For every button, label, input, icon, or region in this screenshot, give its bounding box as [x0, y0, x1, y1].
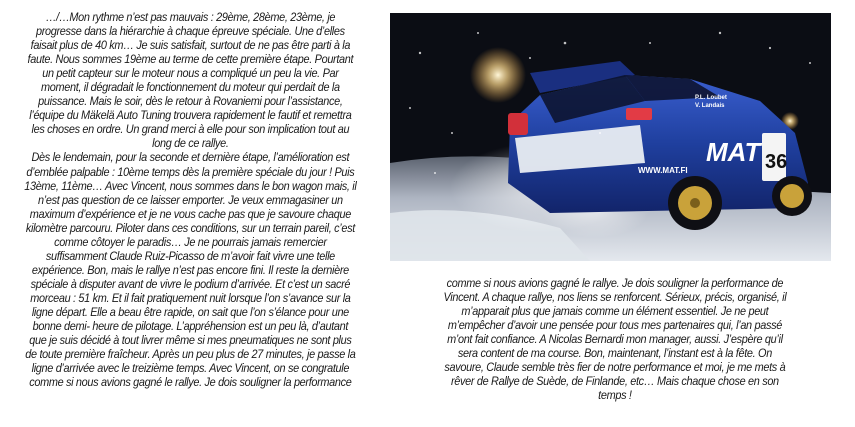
article-paragraph: Dès le lendemain, pour la seconde et dernière étape, l’amélioration est d’emblée palpable : 10ème temps dès la première spéciale du jour ! Puis 13ème, 11ème… Avec Vincent, nous sommes dans le bon wagon mais, il n’est pas question de ce laisser emporter. Je veux emmagasiner un maximum d’expérience et je ne vous cache pas que je savoure chaque kilomètre parcouru. Piloter dans ces conditions, sur un terrain pareil, c’est comme côtoyer le paradis… Je ne pourrais jamais remercier suffisamment Claude Ruiz-Picasso de m’avoir fait vivre une telle expérience. Bon, mais le rallye n’est pas encore fini. Il reste la dernière spéciale à disputer avant de vivre le podium d’arrivée. Et c’est un sacré morceau : 51 km. Et il fait pratiquement nuit lorsque l’on s’avance sur la ligne départ. Elle a beau être rapide, on sait que l’on s’élance pour une bonne demi- heure de pilotage. L’appréhension est un peu là, d’autant que je suis décidé à tout livrer même si mes pneumatiques ne sont plus de toute première fraîcheur. Après un peu plus de 27 minutes, je passe la ligne d’arrivée avec le treizième temps. Avec Vincent, on se congratule comme si nous avions gagné le rallye. Je dois souligner la performance — [24, 151, 357, 390]
article-left-column — [24, 11, 357, 390]
article-paragraph: comme si nous avions gagné le rallye. Je dois souligner la performance de Vincent. A chaque rallye, nos liens se renforcent. Sérieux, précis, organisé, il m’apparait plus que jamais comme un élément essentiel. Je ne peut m’empêcher d’avoir une pensée pour tous mes partenaires qui, l’an passé m’ont fait confiance. A Nicolas Bernardi mon manager, aussi. J’espère qu’il sera content de ma course. Bon, maintenant, l’instant est à la fête. On savoure, Claude semble très fier de notre performance et moi, je me mets à rêver de Rallye de Suède, de Finlande, etc… Mais chaque chose en son temps ! — [443, 277, 787, 403]
crew-name: V. Landais — [695, 103, 725, 109]
article-right-column — [441, 277, 789, 403]
article-paragraph: …/…Mon rythme n’est pas mauvais : 29ème, 28ème, 23ème, je progresse dans la hiérarchie à chaque épreuve spéciale. Une d’elles faisait plus de 40 km… Je suis satisfait, surtout de ne pas être parti à la faute. Nous sommes 19ème au terme de cette première étape. Pourtant un petit capteur sur le moteur nous a compliqué un peu la vie. Par moment, il dégradait le fonctionnement du moteur qui perdait de la puissance. Mais le soir, dès le retour à Rovaniemi pour l’assistance, l’équipe du Mäkelä Auto Tuning trouvera rapidement le fautif et remettra les choses en ordre. Un grand merci à elle pour son implication tout au long de ce rallye. — [27, 11, 354, 151]
race-number: 36 — [765, 151, 788, 173]
livery-website: WWW.MAT.FI — [638, 166, 688, 175]
rally-car-photo — [390, 13, 831, 261]
headlight-flare — [470, 47, 526, 103]
crew-name: P.L. Loubet — [695, 95, 727, 101]
livery-brand: MAT — [706, 137, 761, 167]
